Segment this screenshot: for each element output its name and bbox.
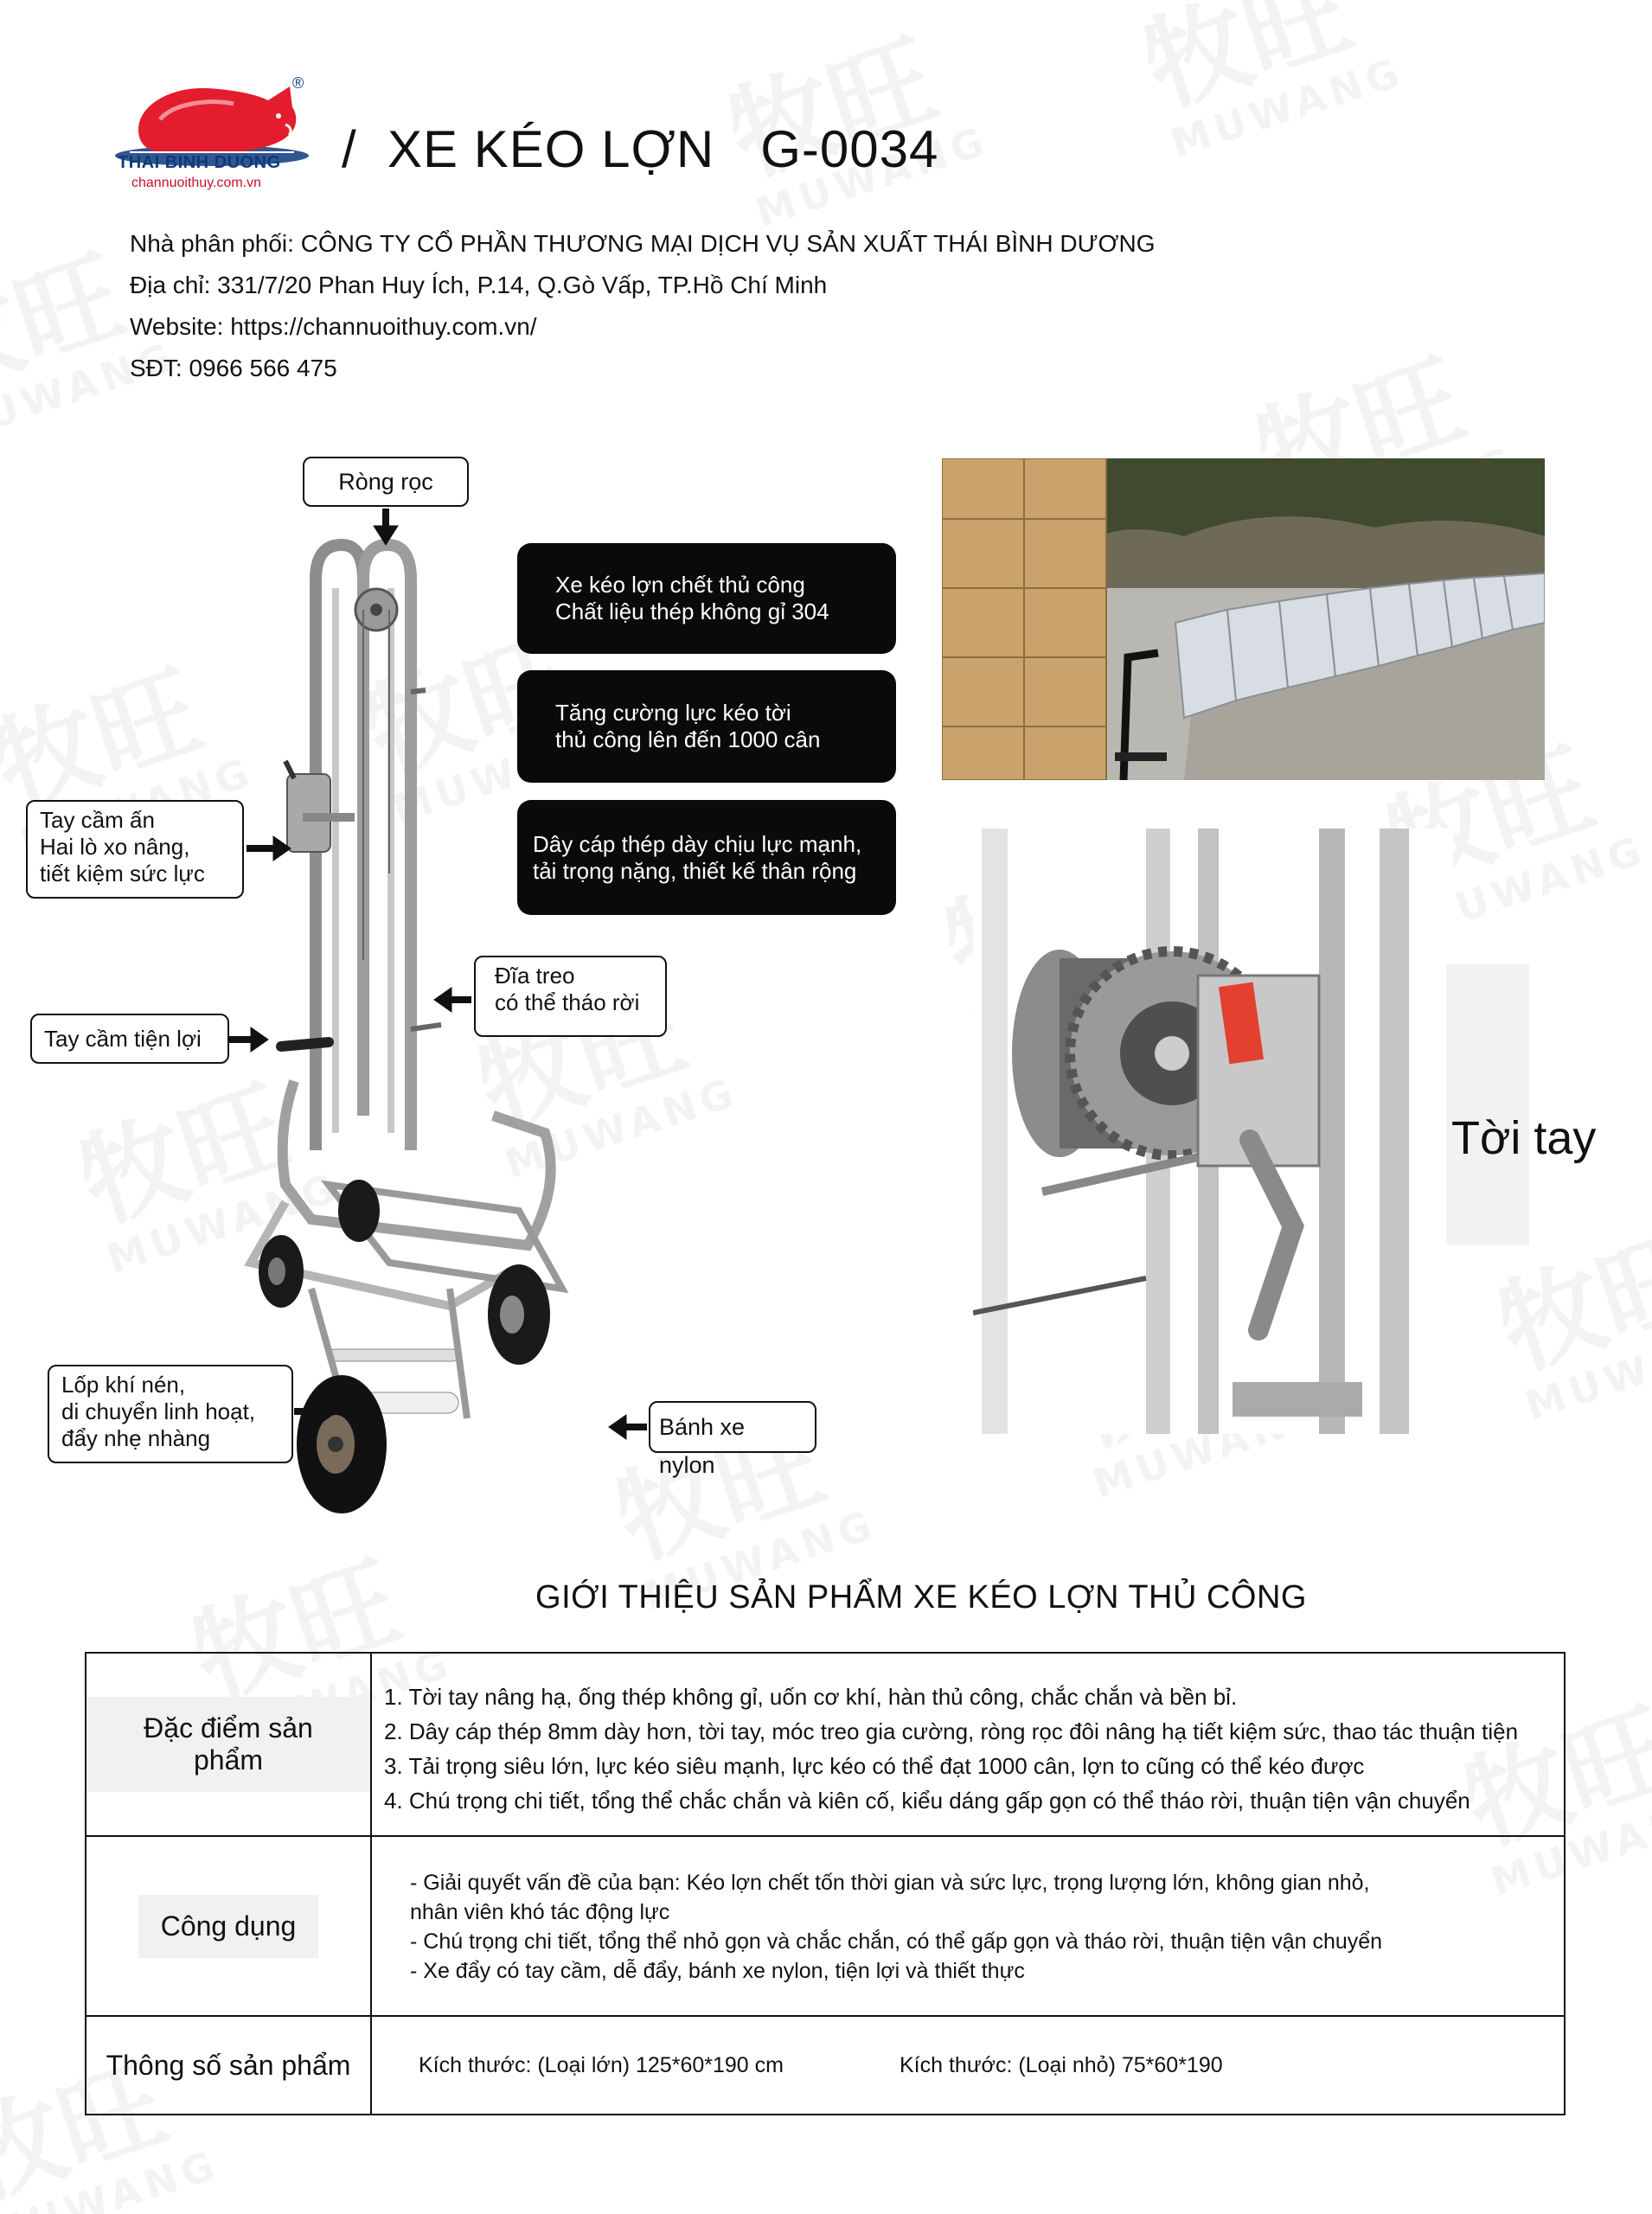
highlight-box-winch-force bbox=[517, 670, 896, 783]
callout-nylon-wheel: Bánh xe nylon bbox=[649, 1401, 816, 1453]
feature-item: 1. Tời tay nâng hạ, ống thép không gỉ, uốn cơ khí, hàn thủ công, chắc chắn và bền bỉ. bbox=[384, 1684, 1238, 1710]
feature-item: 2. Dây cáp thép 8mm dày hơn, tời tay, móc treo gia cường, ròng rọc đôi nâng hạ tiết kiệm sức, thao tác thuận tiện bbox=[384, 1718, 1519, 1744]
callout-handle: Tay cầm tiện lợi bbox=[30, 1014, 229, 1064]
address-text: Địa chỉ: 331/7/20 Phan Huy Ích, P.14, Q.Gò Vấp, TP.Hồ Chí Minh bbox=[130, 272, 828, 298]
feature-item: 4. Chú trọng chi tiết, tổng thể chắc chắn và kiên cố, kiểu dáng gấp gọn có thể tháo rời, thuận tiện vận chuyển bbox=[384, 1788, 1470, 1814]
callout-tire: Lốp khí nén, di chuyển linh hoạt, đẩy nhẹ nhàng bbox=[48, 1365, 293, 1463]
website-text: Website: https://channuoithuy.com.vn/ bbox=[130, 313, 537, 340]
features-label-cell bbox=[86, 1653, 371, 1836]
table-row-uses bbox=[86, 1836, 1565, 2016]
features-label: Đặc điểm sản phẩm bbox=[86, 1697, 370, 1792]
use-item: nhân viên khó tác động lực bbox=[410, 1900, 670, 1924]
winch-label-backdrop bbox=[1446, 964, 1529, 1245]
highlight-line: Xe kéo lợn chết thủ công bbox=[555, 572, 805, 598]
specs-label-cell bbox=[86, 2016, 371, 2115]
highlight-line: tải trọng nặng, thiết kế thân rộng bbox=[533, 857, 857, 884]
warehouse-photo bbox=[942, 458, 1545, 780]
highlight-line: Tăng cường lực kéo tời bbox=[555, 700, 791, 726]
callout-pulley: Ròng rọc bbox=[303, 457, 469, 507]
phone-text: SĐT: 0966 566 475 bbox=[130, 355, 337, 381]
section-title: GIỚI THIỆU SẢN PHẨM XE KÉO LỢN THỦ CÔNG bbox=[535, 1579, 1307, 1616]
product-spec-table bbox=[85, 1652, 1566, 2115]
winch-label: Tời tay bbox=[1451, 1112, 1597, 1164]
winch-closeup-photo bbox=[973, 829, 1453, 1434]
distributor-text: Nhà phân phối: CÔNG TY CỔ PHẦN THƯƠNG MẠI DỊCH VỤ SẢN XUẤT THÁI BÌNH DƯƠNG bbox=[130, 230, 1156, 257]
use-item: - Chú trọng chi tiết, tổng thể nhỏ gọn và chắc chắn, có thể gấp gọn và tháo rời, thuận tiện vận chuyển bbox=[410, 1929, 1383, 1954]
brand-url: channuoithuy.com.vn bbox=[131, 176, 262, 190]
uses-cell bbox=[371, 1836, 1565, 2016]
table-row-features bbox=[86, 1653, 1565, 1836]
callout-handle-spring: Tay cầm ấn Hai lò xo nâng, tiết kiệm sức lực bbox=[26, 800, 244, 899]
feature-item: 3. Tải trọng siêu lớn, lực kéo siêu mạnh, lực kéo có thể đạt 1000 cân, lợn to cũng có thể kéo được bbox=[384, 1753, 1365, 1779]
highlight-box-material bbox=[517, 543, 896, 654]
table-row-specs bbox=[86, 2016, 1565, 2115]
brand-name: THAI BINH DUONG bbox=[118, 153, 281, 172]
features-cell bbox=[371, 1653, 1565, 1836]
page-title: / XE KÉO LỢN G-0034 bbox=[342, 120, 939, 178]
specs-cell bbox=[371, 2016, 1565, 2115]
uses-label: Công dụng bbox=[138, 1895, 319, 1958]
registered-mark: ® bbox=[292, 74, 304, 92]
highlight-line: Dây cáp thép dày chịu lực mạnh, bbox=[533, 830, 862, 857]
use-item: - Xe đẩy có tay cầm, dễ đẩy, bánh xe nylon, tiện lợi và thiết thực bbox=[410, 1959, 1025, 1983]
uses-label-cell bbox=[86, 1836, 371, 2016]
callout-hook-disc: Đĩa treo có thể tháo rời bbox=[474, 956, 667, 1037]
use-item: - Giải quyết vấn đề của bạn: Kéo lợn chết tốn thời gian và sức lực, trọng lượng lớn, không gian nhỏ, bbox=[410, 1871, 1370, 1895]
highlight-box-cable bbox=[517, 800, 896, 915]
highlight-line: Chất liệu thép không gỉ 304 bbox=[555, 598, 829, 624]
size-small: Kích thước: (Loại nhỏ) 75*60*190 bbox=[900, 2052, 1223, 2077]
highlight-line: thủ công lên đến 1000 cân bbox=[555, 726, 821, 752]
specs-label: Thông số sản phẩm bbox=[106, 2049, 351, 2081]
size-large: Kích thước: (Loại lớn) 125*60*190 cm bbox=[419, 2052, 784, 2077]
